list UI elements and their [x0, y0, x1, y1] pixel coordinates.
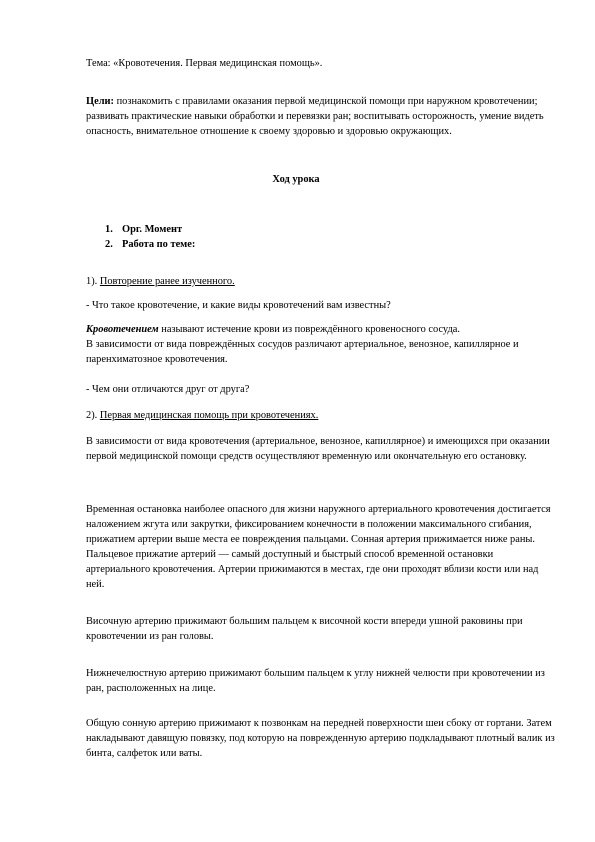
- plan-item: [105, 222, 575, 237]
- paragraph-mandibular-artery: Нижнечелюстную артерию прижимают большим пальцем к углу нижней челюсти при кровотечении из ран, расположенных на лице.: [86, 668, 545, 694]
- lesson-heading: Ход урока: [272, 174, 320, 185]
- goals-label: Цели:: [86, 96, 114, 107]
- lesson-topic: Тема: «Кровотечения. Первая медицинская помощь».: [86, 58, 323, 69]
- paragraph-carotid-artery: Общую сонную артерию прижимают к позвонкам на передней поверхности шеи сбоку от гортани. Затем накладывают давящую повязку, под которую на поврежденную артерию подкладывают плотный валик из бинта, салфеток или ваты.: [86, 718, 555, 759]
- lesson-plan-list: [105, 222, 575, 252]
- definition-term: Кровотечением: [86, 324, 159, 335]
- plan-item-text: Работа по теме:: [122, 239, 196, 250]
- section-2-heading: [86, 408, 556, 423]
- paragraph-temporal-artery: Височную артерию прижимают большим пальцем к височной кости впереди ушной раковины при кровотечении из ран головы.: [86, 616, 523, 642]
- question-1: - Что такое кровотечение, и какие виды кровотечений вам известны?: [86, 300, 391, 311]
- paragraph-stop-methods: В зависимости от вида кровотечения (артериальное, венозное, капиллярное) и имеющихся при оказании первой медицинской помощи средств осуществляют временную или окончательную его остановку.: [86, 436, 550, 462]
- plan-item-text: Орг. Момент: [122, 224, 183, 235]
- section-1-number: 1).: [86, 276, 100, 287]
- goals-text: познакомить с правилами оказания первой медицинской помощи при наружном кровотечении; развивать практические навыки обработки и перевязки ран; воспитывать осторожность, умение видеть опасность, внимательное отношение к своему здоровью и здоровью окружающих.: [86, 96, 544, 137]
- plan-item-number: 2.: [105, 239, 113, 250]
- definition-text-1: называют истечение крови из повреждённого кровеносного сосуда.: [158, 324, 460, 335]
- section-1-title: Повторение ранее изученного.: [99, 276, 235, 287]
- plan-item: [105, 237, 575, 252]
- definition-text-2: В зависимости от вида повреждённых сосудов различают артериальное, венозное, капиллярное и паренхиматозное кровотечения.: [86, 339, 519, 365]
- section-1-heading: [86, 274, 556, 289]
- question-2: - Чем они отличаются друг от друга?: [86, 384, 250, 395]
- lesson-goals: [86, 94, 556, 139]
- plan-item-number: 1.: [105, 224, 113, 235]
- paragraph-temporary-stop: Временная остановка наиболее опасного для жизни наружного артериального кровотечения достигается наложением жгута или закрутки, фиксированием конечности в положении максимального сгибания, прижатием артерии выше места ее повреждения пальцами. Сонная артерия прижимается ниже раны. Пальцевое прижатие артерий — самый доступный и быстрый способ временной остановки артериального кровотечения. Артерии прижимаются в местах, где они проходят вблизи кости или над ней.: [86, 504, 551, 590]
- section-2-number: 2).: [86, 410, 100, 421]
- definition-paragraph: [86, 322, 556, 367]
- section-2-title: Первая медицинская помощь при кровотечениях.: [99, 410, 319, 421]
